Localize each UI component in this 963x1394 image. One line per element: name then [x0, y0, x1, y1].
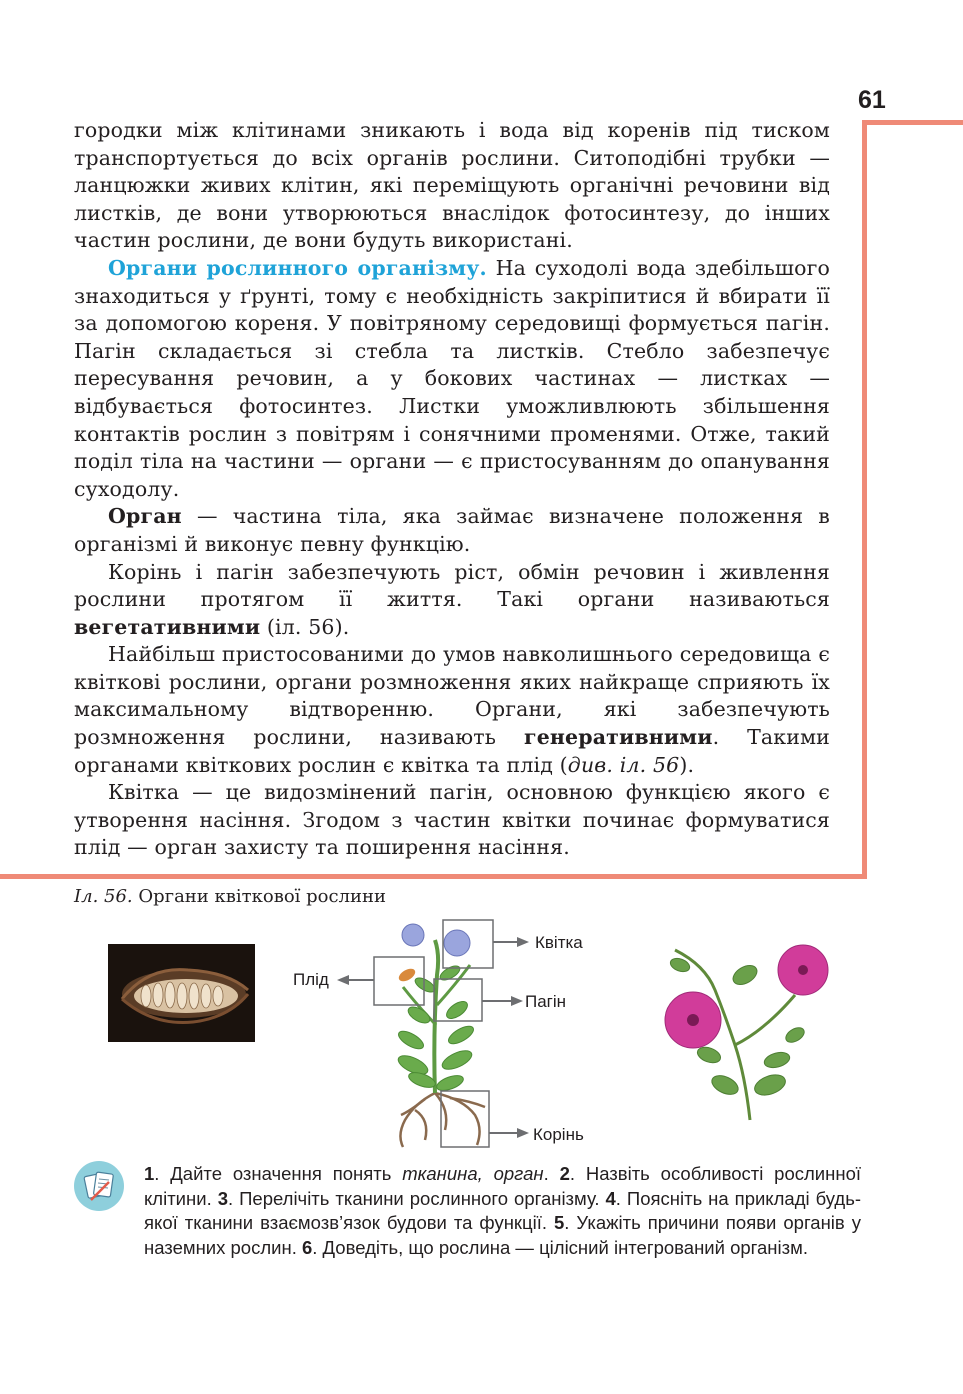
paragraph-5-end: ).: [679, 752, 695, 777]
paragraph-6: Квітка — це видозмінений пагін, основною функцією якого є утворення насіння. Згодом з частин квітки починає формуватися плід — орган захисту та поширення насіння.: [74, 780, 830, 860]
roots-drawing: [400, 1093, 485, 1147]
frame-top-border: [862, 120, 963, 125]
tasks-notebook-icon: [73, 1160, 125, 1212]
paragraph-4: [74, 559, 830, 642]
task-number-5: 5: [554, 1212, 565, 1233]
task-2-text: . Назвіть особливості рослинної клітини.: [144, 1163, 862, 1209]
task-1-text: . Дайте означення понять: [154, 1163, 403, 1184]
task-5-text: . Укажіть причини появи органів у наземних рослин.: [144, 1212, 861, 1258]
main-text: [74, 117, 830, 862]
task-6-text: . Доведіть, що рослина — цілісний інтегрований організм.: [312, 1236, 808, 1258]
task-number-4: 4: [605, 1187, 616, 1209]
paragraph-5-mid: . Такими органами квіткових рослин є квітка та плід (: [74, 725, 830, 777]
plant-organs-diagram: [285, 915, 625, 1160]
paragraph-3: [74, 503, 830, 558]
term-organ: Орган: [108, 504, 182, 529]
figure-caption-text: Органи квіткової рослини: [132, 886, 387, 907]
paragraph-4-text: Корінь і пагін забезпечують ріст, обмін речовин і живлення рослини протягом її життя. Такі органи називаються: [74, 559, 830, 612]
page-number: 61: [858, 86, 886, 114]
task-1-end: .: [543, 1163, 560, 1184]
frame-bottom-border: [0, 874, 867, 879]
fruit-seed-photo: [108, 944, 255, 1042]
task-number-1: 1: [144, 1163, 155, 1184]
task-3-text: . Перелічіть тканини рослинного організму.: [227, 1187, 606, 1209]
figure-reference: див. іл. 56: [567, 752, 680, 777]
task-1-terms: тканина, орган: [402, 1163, 544, 1184]
term-vegetative: вегетативними: [74, 614, 261, 639]
figure-caption: [74, 886, 386, 907]
label-shoot: Пагін: [525, 992, 567, 1011]
stem-drawing: [434, 940, 438, 1093]
section-heading: Органи рослинного організму.: [108, 255, 487, 280]
paragraph-4-end: (іл. 56).: [260, 614, 350, 639]
figure-caption-ref: Іл. 56.: [74, 886, 133, 907]
task-number-6: 6: [301, 1236, 313, 1258]
task-4-text: . Поясніть на прикладі будь-якої тканини взаємозв’язок будови та функції.: [144, 1187, 861, 1233]
paragraph-5-text: Найбільш пристосованими до умов навколишнього середовища є квіткові рослини, органи розмноження яких найкраще сприяють їх максимальному відтворенню. Органи, які забезпечують розмноження рослини, називають: [74, 642, 830, 750]
petunia-photo: [645, 935, 845, 1125]
tasks-block: [144, 1162, 861, 1260]
frame-right-border: [862, 120, 867, 879]
paragraph-3-text: — частина тіла, яка займає визначене положення в організмі й виконує певну функцію.: [74, 504, 830, 556]
task-number-3: 3: [217, 1187, 228, 1209]
paragraph-2-text: На суходолі вода здебільшого знаходиться у ґрунті, тому є необхідність закріпитися й вбирати її за допомогою кореня. У повітряному середовищі формується пагін. Пагін складається зі стебла та листків. Стебло забезпечує пересування речовин, а у бокових частинах — листках — відбувається фотосинтез. Листки уможливлюють збільшення контактів рослин з повітрям і сонячними променями. Отже, такий поділ тіла на частини — органи — є пристосуванням до опанування суходолу.: [74, 255, 830, 501]
label-flower: Квітка: [535, 933, 583, 952]
paragraph-2: [74, 255, 830, 503]
paragraph-1: городки між клітинами зникають і вода від коренів під тиском транспортується до всіх органів рослини. Ситоподібні трубки — ланцюжки живих клітин, які переміщують органічні речовини від листків, де вони утворюються внаслідок фотосинтезу, до інших частин рослини, де вони будуть використані.: [74, 118, 830, 253]
label-root: Корінь: [533, 1125, 584, 1144]
label-fruit: Плід: [293, 970, 329, 989]
paragraph-5: [74, 641, 830, 779]
task-number-2: 2: [559, 1163, 570, 1184]
term-generative: генеративними: [523, 725, 713, 750]
